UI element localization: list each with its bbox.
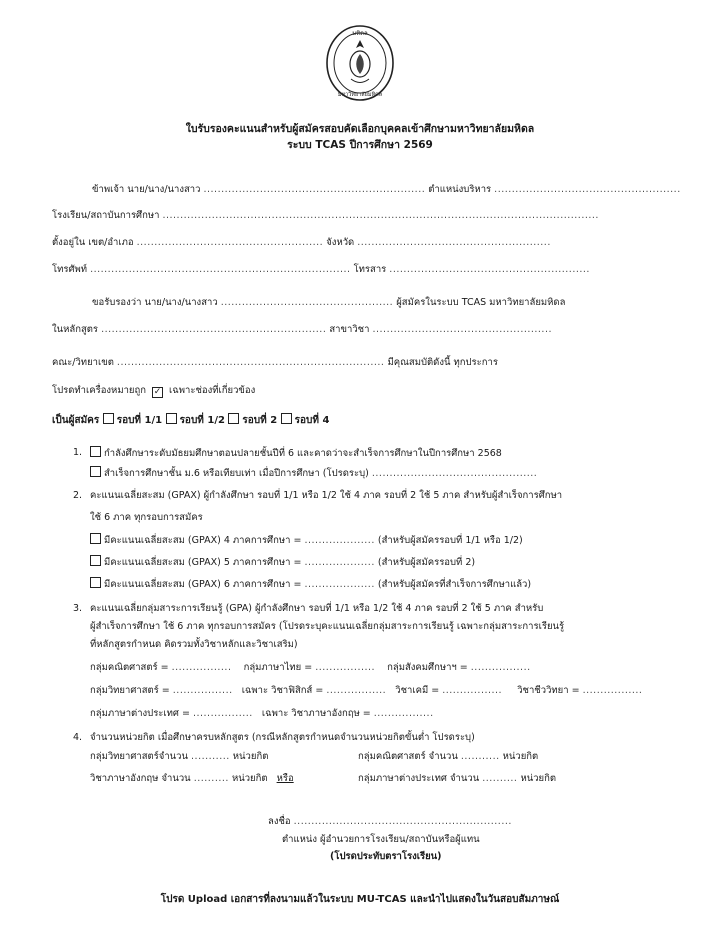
gpa-row-3 [90,707,434,721]
gpa-chemistry-label: วิชาเคมี = [395,685,440,696]
qualification-label: มีคุณสมบัติดังนี้ ทุกประการ [387,357,498,368]
form-line-6 [52,323,552,337]
form-line-1 [92,183,681,197]
gpax-6-row [90,577,531,592]
seal-top-text: มหิดล [352,30,368,37]
item-3-text-b: ผู้สำเร็จการศึกษา ใช้ 6 ภาค ทุกรอบการสมัคร (โปรดระบุคะแนนเฉลี่ยกลุ่มสาระการเรียนรู้ เฉพาะกลุ่มสาระการเรียนรู้ [90,621,565,632]
credits-unit: หน่วยกิต [231,773,268,784]
item-4-text: จำนวนหน่วยกิต เมื่อศึกษาครบหลักสูตร (กรณีหลักสูตรกำหนดจำนวนหน่วยกิตขั้นต่ำ โปรดระบุ) [90,732,475,743]
gpa-thai-field[interactable]: ................. [315,662,376,673]
form-line-5 [92,296,565,310]
studying-label: กำลังศึกษาระดับมัธยมศึกษาตอนปลายชั้นปีที่ 6 และคาดว่าจะสำเร็จการศึกษาในปีการศึกษา 2568 [104,448,502,459]
round-label: เป็นผู้สมัคร [52,415,100,426]
school-field[interactable]: ............................................................................................................................ [162,210,599,221]
seal-bottom-text: มหาวิทยาลัยมหิดล [337,92,383,98]
credits-unit: หน่วยกิต [502,751,539,762]
gpa-social-field[interactable]: ................. [470,662,531,673]
graduated-label: สำเร็จการศึกษาชั้น ม.6 หรือเทียบเท่า เมื่อปีการศึกษา (โปรดระบุ) [104,468,369,479]
credits-row-2 [90,772,294,786]
gpa-foreign-field[interactable]: ................. [192,708,253,719]
gpa-foreign-label: กลุ่มภาษาต่างประเทศ = [90,708,190,719]
name-label: ข้าพเจ้า นาย/นาง/นางสาว [92,184,201,195]
province-field[interactable]: ....................................................... [357,237,551,248]
phone-field[interactable]: .......................................................................... [90,264,351,275]
gpa-social-label: กลุ่มสังคมศึกษาฯ = [387,662,468,673]
round-4-checkbox[interactable] [281,413,292,424]
gpa-biology-label: วิชาชีววิทยา = [517,685,580,696]
graduated-checkbox[interactable] [90,466,101,477]
item-2-text-a: คะแนนเฉลี่ยสะสม (GPAX) ผู้กำลังศึกษา รอบที่ 1/1 หรือ 1/2 ใช้ 4 ภาค รอบที่ 2 ใช้ 5 ภาค สำหรับผู้สำเร็จการศึกษา [90,490,563,501]
title-line1: ใบรับรองคะแนนสำหรับผู้สมัครสอบคัดเลือกบุคคลเข้าศึกษามหาวิทยาลัยมหิดล [185,123,535,135]
stamp-note: (โปรดประทับตราโรงเรียน) [330,851,442,862]
district-field[interactable]: ..................................................... [136,237,324,248]
gpa-row-2 [90,684,642,698]
signer-position: ตำแหน่ง ผู้อำนวยการโรงเรียน/สถาบันหรือผู้แทน [282,834,480,845]
footer-instruction: โปรด Upload เอกสารที่ลงนามแล้วในระบบ MU-TCAS และนำไปแสดงในวันสอบสัมภาษณ์ [160,894,560,905]
candidate-field[interactable]: ................................................. [220,297,394,308]
credits-row-2b [358,772,556,786]
item-3-text-a: คะแนนเฉลี่ยกลุ่มสาระการเรียนรู้ (GPA) ผู้กำลังศึกษา รอบที่ 1/1 หรือ 1/2 ใช้ 4 ภาค รอบที่ 2 ใช้ 5 ภาค สำหรับ [90,603,544,614]
round-4-label: รอบที่ 4 [294,415,330,426]
gpa-science-field[interactable]: ................. [172,685,233,696]
mark-instruction-text: โปรดทำเครื่องหมายถูก [52,385,146,396]
district-label: ตั้งอยู่ใน เขต/อำเภอ [52,237,134,248]
gpax-5-field[interactable]: .................... [304,557,375,568]
form-line-2 [52,209,599,223]
school-label: โรงเรียน/สถาบันการศึกษา [52,210,160,221]
gpax-5-row [90,555,475,570]
item-1-option-b [90,466,537,481]
candidate-label: ขอรับรองว่า นาย/นาง/นางสาว [92,297,218,308]
credits-science-field[interactable]: ........... [191,751,230,762]
round-selection [52,413,329,428]
gpa-chemistry-field[interactable]: ................. [442,685,503,696]
credits-row-1b [358,750,538,764]
gpax-4-note: (สำหรับผู้สมัครรอบที่ 1/1 หรือ 1/2) [377,535,523,546]
round-1-1-label: รอบที่ 1/1 [116,415,163,426]
form-line-3 [52,236,551,250]
gpax-5-label: มีคะแนนเฉลี่ยสะสม (GPAX) 5 ภาคการศึกษา = [104,557,302,568]
checkmark-icon: ✓ [153,387,162,397]
round-2-checkbox[interactable] [228,413,239,424]
major-field[interactable]: ................................................... [372,324,552,335]
gpa-math-field[interactable]: ................. [171,662,232,673]
credits-unit: หน่วยกิต [232,751,269,762]
gpa-row-1 [90,661,531,675]
major-label: สาขาวิชา [329,324,370,335]
item-3-number: 3. [73,603,83,614]
faculty-field[interactable]: ............................................................................ [116,357,385,368]
gpax-5-note: (สำหรับผู้สมัครรอบที่ 2) [377,557,476,568]
gpax-6-field[interactable]: .................... [304,579,375,590]
gpa-physics-label: เฉพาะ วิชาฟิสิกส์ = [241,685,324,696]
gpax-4-label: มีคะแนนเฉลี่ยสะสม (GPAX) 4 ภาคการศึกษา = [104,535,302,546]
gpa-biology-field[interactable]: ................. [582,685,643,696]
credits-foreign-field[interactable]: .......... [482,773,518,784]
signature-field[interactable]: .............................................................. [293,816,512,827]
credits-english-label: วิชาภาษาอังกฤษ จำนวน [90,773,191,784]
mark-instruction [52,384,255,398]
credits-math-label: กลุ่มคณิตศาสตร์ จำนวน [358,751,458,762]
item-2-text-b: ใช้ 6 ภาค ทุกรอบการสมัคร [90,512,203,523]
graduation-year-field[interactable]: ............................................... [371,468,538,479]
gpax-4-row [90,533,523,548]
university-seal-logo [325,24,395,102]
credits-foreign-label: กลุ่มภาษาต่างประเทศ จำนวน [358,773,480,784]
gpa-english-field[interactable]: ................. [373,708,434,719]
phone-label: โทรศัพท์ [52,264,88,275]
item-3-text-c: ที่หลักสูตรกำหนด คิดรวมทั้งวิชาหลักและวิชาเสริม) [90,639,298,650]
credits-english-field[interactable]: .......... [193,773,229,784]
gpax-6-checkbox[interactable] [90,577,101,588]
credits-math-field[interactable]: ........... [460,751,500,762]
round-1-2-label: รอบที่ 1/2 [179,415,225,426]
position-label: ตำแหน่งบริหาร [428,184,492,195]
form-line-7 [52,356,498,370]
title-line2: ระบบ TCAS ปีการศึกษา 2569 [287,139,433,151]
item-2-number: 2. [73,490,83,501]
round-1-1-checkbox[interactable] [103,413,114,424]
gpa-english-label: เฉพาะ วิชาภาษาอังกฤษ = [261,708,371,719]
faculty-label: คณะ/วิทยาเขต [52,357,114,368]
credits-unit: หน่วยกิต [520,773,557,784]
program-label: ในหลักสูตร [52,324,99,335]
credits-science-label: กลุ่มวิทยาศาสตร์จำนวน [90,751,188,762]
or-label: หรือ [276,773,294,784]
fax-field[interactable]: ......................................................... [389,264,590,275]
gpa-math-label: กลุ่มคณิตศาสตร์ = [90,662,169,673]
gpax-6-label: มีคะแนนเฉลี่ยสะสม (GPAX) 6 ภาคการศึกษา = [104,579,302,590]
gpax-4-checkbox[interactable] [90,533,101,544]
gpa-physics-field[interactable]: ................. [326,685,387,696]
mark-instruction-text-2: เฉพาะช่องที่เกี่ยวข้อง [169,385,256,396]
signature-label: ลงชื่อ [268,816,291,827]
program-field[interactable]: ................................................................ [101,324,327,335]
item-1-option-a [90,446,502,461]
item-1-number: 1. [73,447,83,458]
position-field[interactable]: ..................................................... [494,184,681,195]
round-2-label: รอบที่ 2 [242,415,278,426]
gpa-science-label: กลุ่มวิทยาศาสตร์ = [90,685,170,696]
province-label: จังหวัด [326,237,355,248]
studying-checkbox[interactable] [90,446,101,457]
gpax-4-field[interactable]: .................... [304,535,375,546]
item-4-number: 4. [73,732,83,743]
round-1-2-checkbox[interactable] [166,413,177,424]
candidate-tcas-label: ผู้สมัครในระบบ TCAS มหาวิทยาลัยมหิดล [396,297,566,308]
fax-label: โทรสาร [353,264,387,275]
form-line-4 [52,263,590,277]
signature-line [268,815,512,829]
gpax-6-note: (สำหรับผู้สมัครที่สำเร็จการศึกษาแล้ว) [377,579,532,590]
credits-row-1 [90,750,268,764]
gpa-thai-label: กลุ่มภาษาไทย = [243,662,313,673]
gpax-5-checkbox[interactable] [90,555,101,566]
name-field[interactable]: ............................................................... [203,184,426,195]
